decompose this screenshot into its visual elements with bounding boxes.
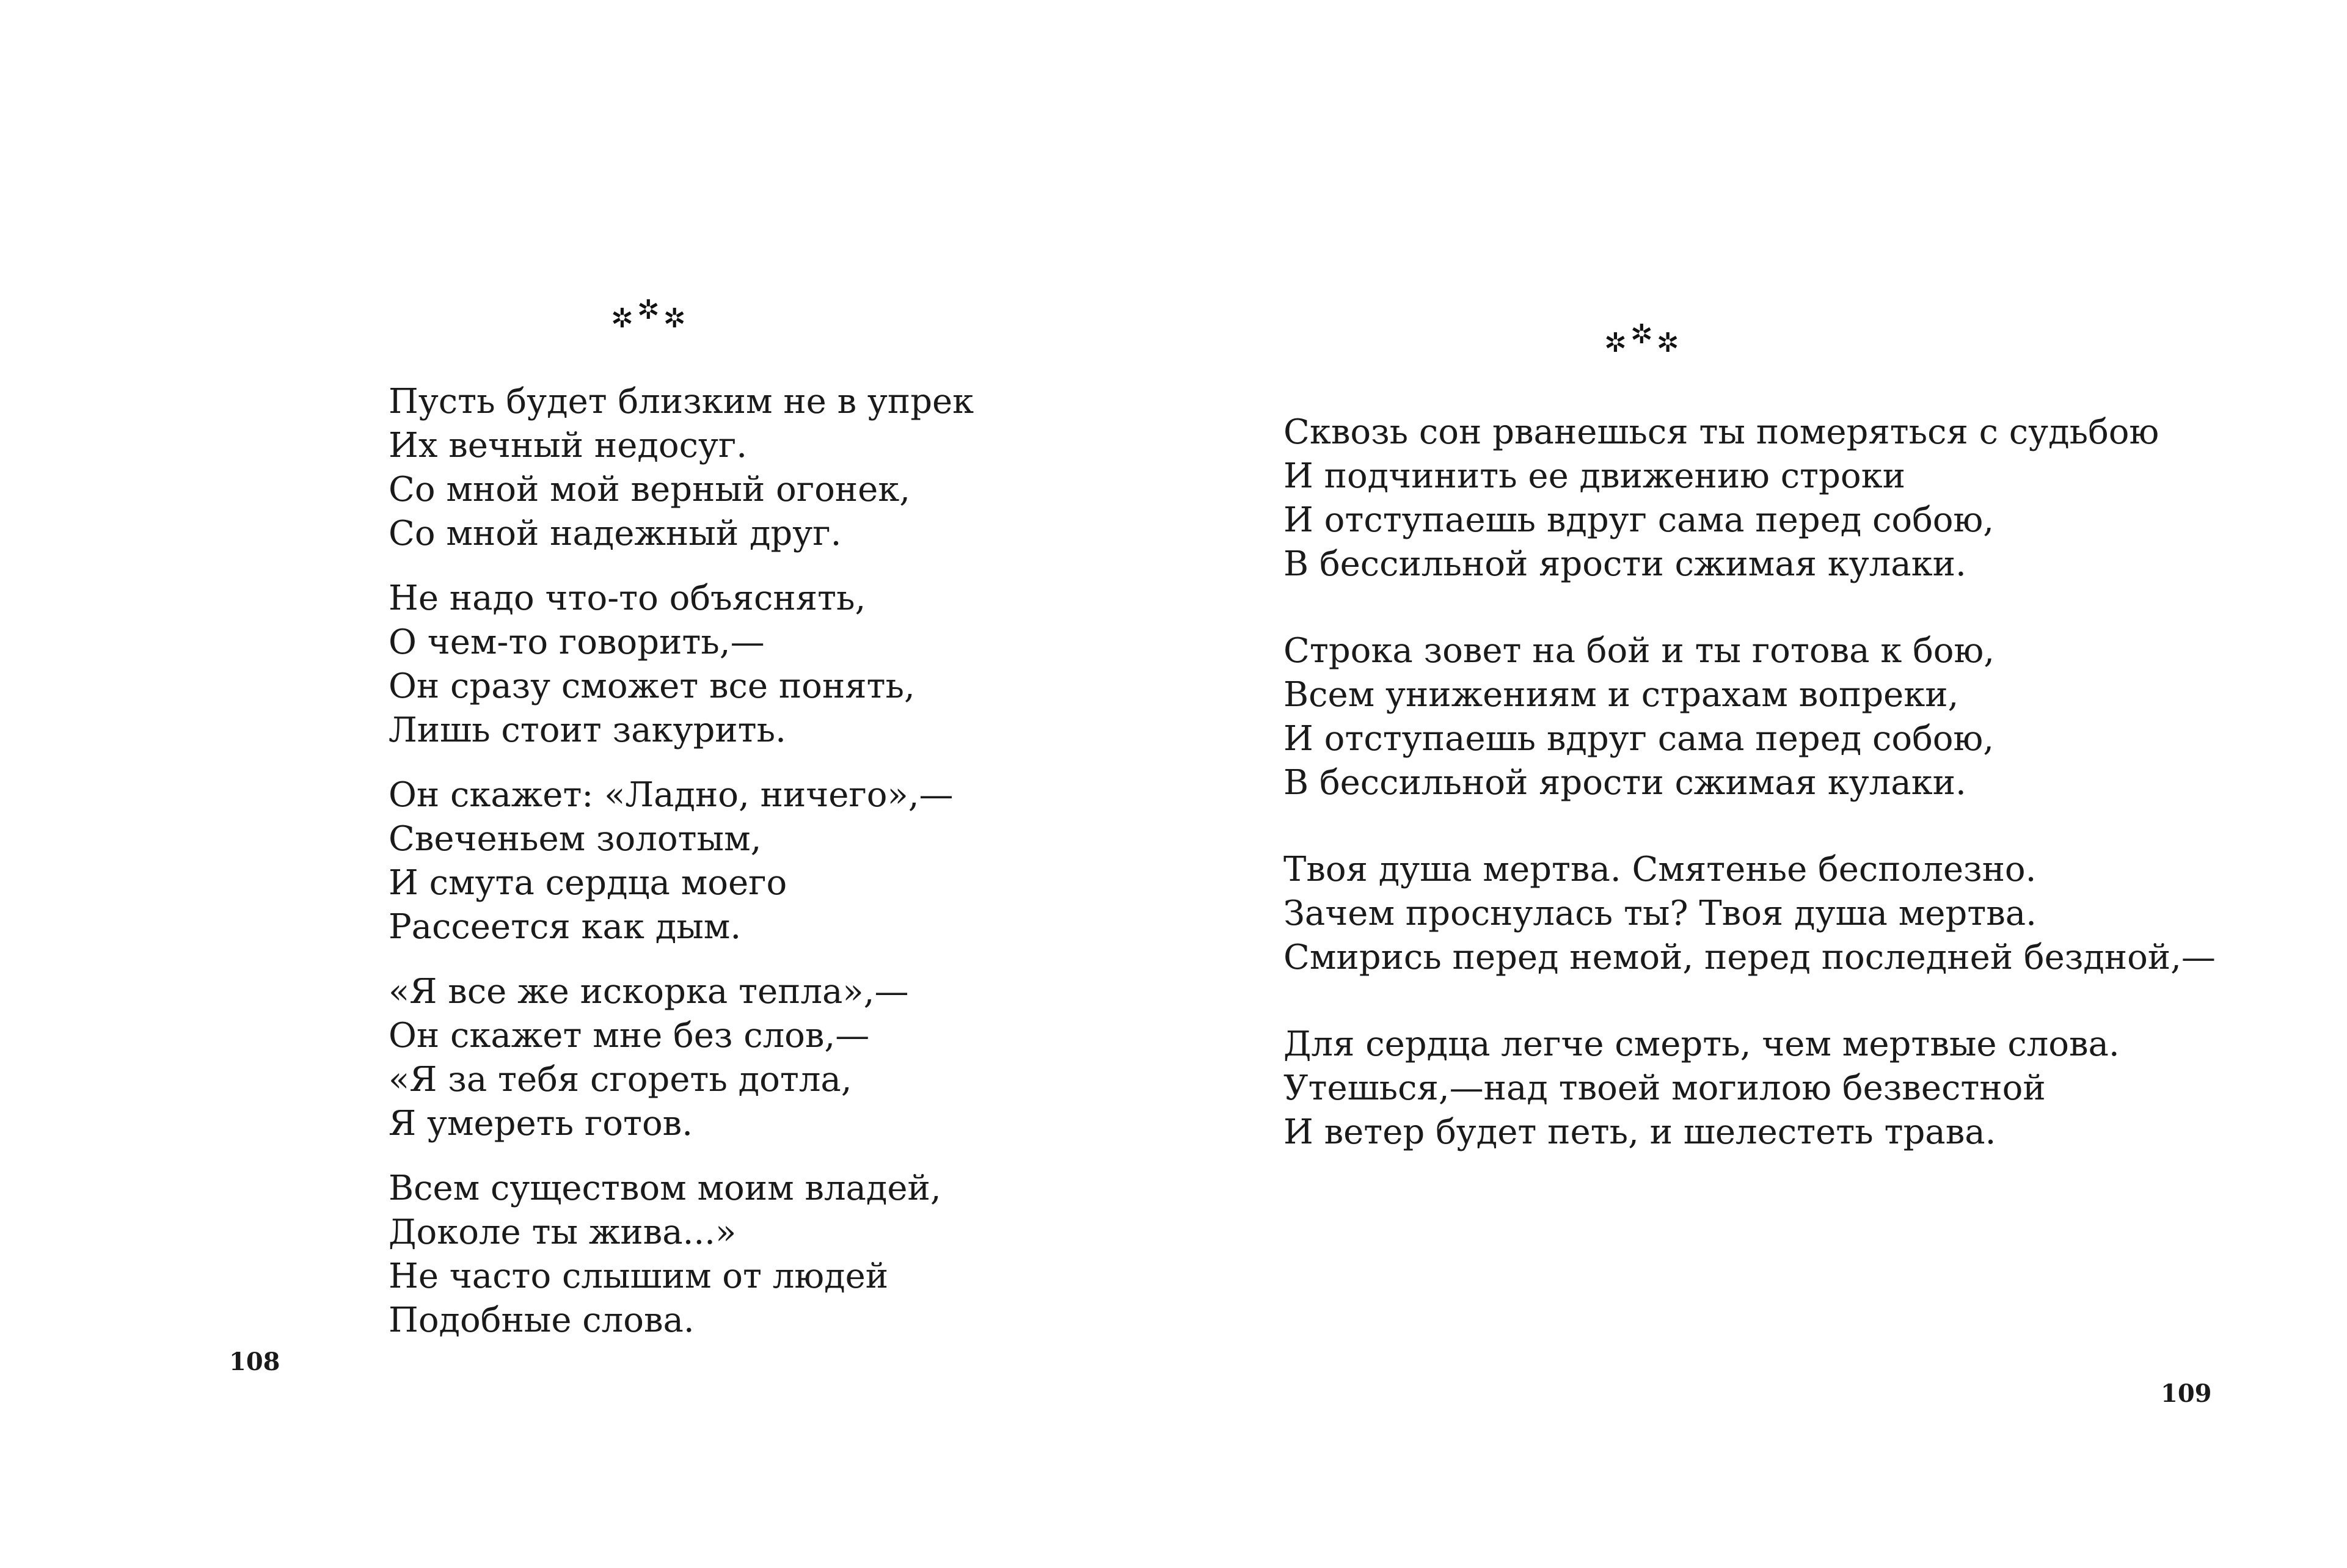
verse-line: Он сразу сможет все понять,: [389, 666, 915, 706]
verse-line: Сквозь сон рванешься ты померяться с судьбою: [1283, 412, 2159, 452]
verse-line: И подчинить ее движению строки: [1283, 456, 1905, 496]
verse-line: Не надо что-то объяснять,: [389, 578, 866, 618]
verse-line: В бессильной ярости сжимая кулаки.: [1283, 763, 1966, 803]
stanza: [1283, 410, 2216, 586]
asterism-ornament: [1604, 319, 1683, 359]
verse-line: Я умереть готов.: [389, 1104, 693, 1143]
verse-line: Всем унижениям и страхам вопреки,: [1283, 675, 1959, 715]
verse-line: Твоя душа мертва. Смятенье бесполезно.: [1283, 850, 2037, 889]
verse-line: Доколе ты жива...»: [389, 1212, 737, 1252]
page-number: 109: [2161, 1379, 2212, 1408]
ornament-star: ✲: [1630, 319, 1657, 350]
verse-line: «Я все же искорка тепла»,—: [389, 972, 909, 1012]
verse-line: «Я за тебя сгореть дотла,: [389, 1060, 852, 1099]
verse-line: Со мной мой верный огонек,: [389, 470, 911, 509]
verse-line: И ветер будет петь, и шелестеть трава.: [1283, 1112, 1996, 1152]
page-number: 108: [229, 1347, 280, 1376]
verse-line: Подобные слова.: [389, 1300, 695, 1340]
stanza: [389, 577, 974, 753]
verse-line: И отступаешь вдруг сама перед собою,: [1283, 500, 1995, 540]
right-page: [1174, 0, 2347, 1568]
verse-line: Всем существом моим владей,: [389, 1169, 941, 1208]
verse-line: Рассеется как дым.: [389, 907, 742, 947]
poem-left: [389, 380, 974, 1363]
stanza: [389, 380, 974, 556]
verse-line: Их вечный недосуг.: [389, 426, 748, 465]
verse-line: И отступаешь вдруг сама перед собою,: [1283, 719, 1995, 759]
verse-line: В бессильной ярости сжимая кулаки.: [1283, 544, 1966, 584]
poem-right: [1283, 410, 2216, 1197]
verse-line: Для сердца легче смерть, чем мертвые слова.: [1283, 1024, 2120, 1064]
verse-line: Пусть будет близким не в упрек: [389, 382, 974, 421]
verse-line: Свеченьем золотым,: [389, 819, 762, 859]
verse-line: Строка зовет на бой и ты готова к бою,: [1283, 631, 1995, 671]
ornament-star: ✲: [1604, 327, 1630, 359]
verse-line: Зачем проснулась ты? Твоя душа мертва.: [1283, 894, 2037, 933]
stanza: [389, 970, 974, 1146]
ornament-star: ✲: [1656, 327, 1683, 359]
ornament-star: ✲: [663, 303, 690, 334]
verse-line: Он скажет: «Ладно, ничего»,—: [389, 775, 954, 815]
verse-line: О чем-то говорить,—: [389, 622, 765, 662]
stanza: [1283, 1023, 2216, 1154]
stanza: [1283, 629, 2216, 805]
verse-line: Он скажет мне без слов,—: [389, 1016, 870, 1056]
stanza: [389, 773, 974, 949]
verse-line: Смирись перед немой, перед последней бездной,—: [1283, 938, 2216, 977]
stanza: [389, 1167, 974, 1343]
asterism-ornament: [611, 294, 690, 334]
verse-line: И смута сердца моего: [389, 863, 787, 903]
stanza: [1283, 848, 2216, 980]
verse-line: Лишь стоит закурить.: [389, 710, 786, 750]
verse-line: Утешься,—над твоей могилою безвестной: [1283, 1068, 2046, 1108]
verse-line: Не часто слышим от людей: [389, 1256, 889, 1296]
ornament-star: ✲: [637, 294, 663, 326]
ornament-star: ✲: [611, 303, 637, 334]
verse-line: Со мной надежный друг.: [389, 514, 842, 553]
